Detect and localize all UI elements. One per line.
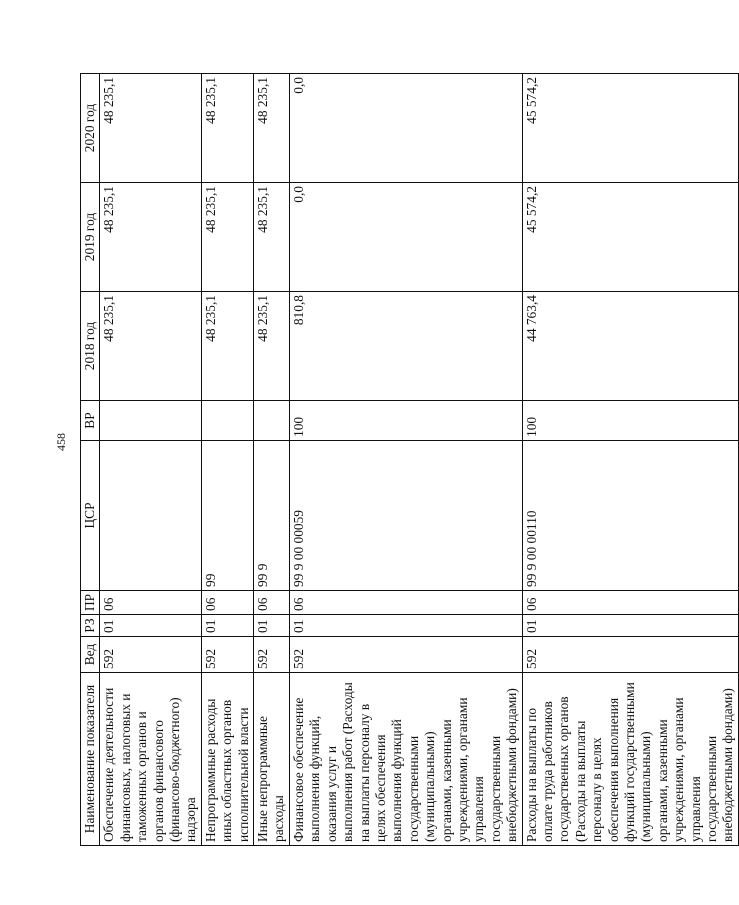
cell-2020: 48 235,1: [100, 74, 201, 183]
table-row: [254, 74, 290, 846]
cell-2018: 810,8: [289, 292, 522, 401]
cell-2020: 48 235,1: [254, 74, 290, 183]
cell-2019: 48 235,1: [254, 183, 290, 292]
cell-vr: [201, 401, 253, 441]
table-row: [100, 74, 201, 846]
header-2018: 2018 год: [81, 292, 100, 401]
rotated-sheet: [80, 73, 736, 846]
cell-pr: 06: [201, 591, 253, 615]
cell-csr: 99: [201, 441, 253, 591]
cell-name: Непрограммные расходы иных областных органов исполнительной власти: [201, 673, 253, 846]
cell-name: Обеспечение деятельности финансовых, налоговых и таможенных органов и органов финансового (финансово-бюджетного) надзора: [100, 673, 201, 846]
cell-csr: [100, 441, 201, 591]
cell-rz: 01: [201, 615, 253, 637]
cell-ved: 592: [254, 637, 290, 673]
cell-csr: 99 9 00 00110: [522, 441, 738, 591]
header-vr: ВР: [81, 401, 100, 441]
table-row: [201, 74, 253, 846]
cell-csr: 99 9 00 00059: [289, 441, 522, 591]
cell-rz: 01: [289, 615, 522, 637]
cell-2020: 48 235,1: [201, 74, 253, 183]
cell-name: Иные непрограммные расходы: [254, 673, 290, 846]
cell-2020: 0,0: [289, 74, 522, 183]
cell-ved: 592: [100, 637, 201, 673]
cell-2018: 48 235,1: [201, 292, 253, 401]
header-pr: ПР: [81, 591, 100, 615]
cell-name: Финансовое обеспечение выполнения функций, оказания услуг и выполнения работ (Расходы на выплаты персоналу в целях обеспечения выполнения функций государственными (муниципальными) органами, казенными учреждениями, органами управления государственными внебюджетными фондами): [289, 673, 522, 846]
cell-2019: 48 235,1: [201, 183, 253, 292]
cell-2018: 48 235,1: [254, 292, 290, 401]
cell-rz: 01: [522, 615, 738, 637]
header-rz: РЗ: [81, 615, 100, 637]
cell-2019: 0,0: [289, 183, 522, 292]
cell-vr: 100: [289, 401, 522, 441]
cell-vr: [254, 401, 290, 441]
cell-ved: 592: [201, 637, 253, 673]
cell-2019: 48 235,1: [100, 183, 201, 292]
cell-ved: 592: [289, 637, 522, 673]
budget-table: [80, 73, 739, 846]
cell-pr: 06: [289, 591, 522, 615]
table-header-row: [81, 74, 100, 846]
cell-rz: 01: [100, 615, 201, 637]
cell-2018: 44 763,4: [522, 292, 738, 401]
cell-rz: 01: [254, 615, 290, 637]
cell-name: Расходы на выплаты по оплате труда работников государственных органов (Расходы на выплаты персоналу в целях обеспечения выполнения функций государственными (муниципальными) органами, казенными учреждениями, органами управления государственными внебюджетными фондами): [522, 673, 738, 846]
table-row: [289, 74, 522, 846]
header-ved: Вед: [81, 637, 100, 673]
cell-pr: 06: [254, 591, 290, 615]
cell-2018: 48 235,1: [100, 292, 201, 401]
header-2019: 2019 год: [81, 183, 100, 292]
cell-pr: 06: [100, 591, 201, 615]
table-row: [522, 74, 738, 846]
cell-2019: 45 574,2: [522, 183, 738, 292]
header-2020: 2020 год: [81, 74, 100, 183]
cell-ved: 592: [522, 637, 738, 673]
cell-2020: 45 574,2: [522, 74, 738, 183]
cell-pr: 06: [522, 591, 738, 615]
header-csr: ЦСР: [81, 441, 100, 591]
cell-vr: 100: [522, 401, 738, 441]
header-name: Наименование показателя: [81, 673, 100, 846]
page-number: 458: [54, 433, 68, 451]
cell-vr: [100, 401, 201, 441]
cell-csr: 99 9: [254, 441, 290, 591]
